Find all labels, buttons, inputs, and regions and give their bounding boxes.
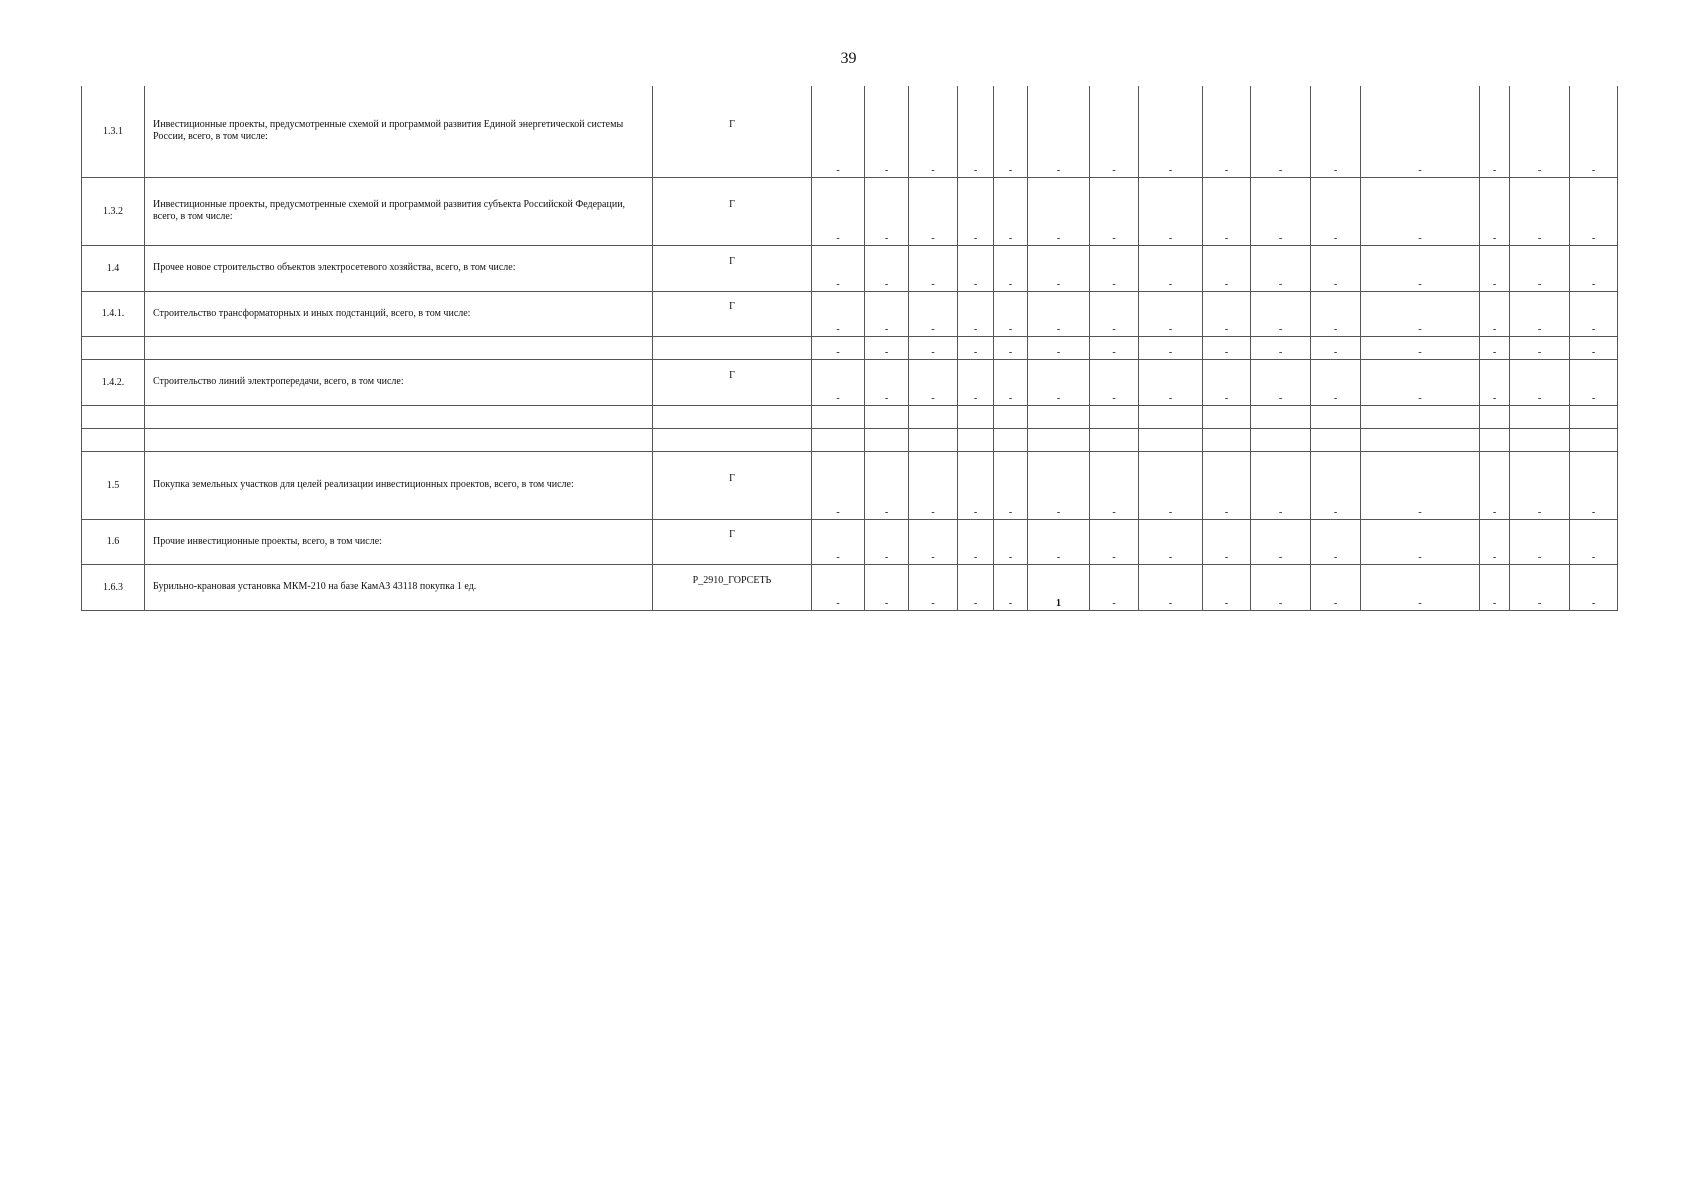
value-cell: [812, 428, 865, 451]
value-cell: -: [1311, 245, 1361, 291]
value-cell: -: [909, 564, 958, 610]
table-row: [82, 291, 1618, 336]
value-cell: -: [1480, 336, 1510, 359]
value-cell: -: [994, 291, 1028, 336]
value-cell: -: [1139, 451, 1203, 519]
value-cell: -: [1028, 177, 1090, 245]
investment-table: [81, 86, 1618, 611]
value-cell: -: [1361, 291, 1480, 336]
value-cell: -: [1251, 451, 1311, 519]
value-cell: -: [1480, 86, 1510, 177]
row-name: Строительство трансформаторных и иных подстанций, всего, в том числе:: [145, 291, 653, 336]
row-code: [653, 428, 812, 451]
row-number: 1.3.2: [82, 177, 145, 245]
value-cell: -: [1361, 564, 1480, 610]
value-cell: -: [1090, 291, 1139, 336]
value-cell: [865, 405, 909, 428]
value-cell: -: [1203, 86, 1251, 177]
value-cell: -: [909, 177, 958, 245]
value-cell: -: [1510, 451, 1570, 519]
value-cell: -: [1139, 359, 1203, 405]
value-cell: -: [1251, 177, 1311, 245]
value-cell: -: [1480, 359, 1510, 405]
row-number: [82, 405, 145, 428]
value-cell: -: [1251, 245, 1311, 291]
value-cell: -: [812, 336, 865, 359]
value-cell: -: [1570, 86, 1618, 177]
value-cell: -: [994, 519, 1028, 564]
value-cell: [1311, 405, 1361, 428]
value-cell: -: [1570, 336, 1618, 359]
value-cell: -: [812, 291, 865, 336]
table-row: [82, 451, 1618, 519]
row-name: [145, 336, 653, 359]
value-cell: [1311, 428, 1361, 451]
value-cell: [1090, 405, 1139, 428]
value-cell: -: [1139, 245, 1203, 291]
value-cell: -: [1251, 86, 1311, 177]
value-cell: -: [1510, 359, 1570, 405]
value-cell: -: [1139, 86, 1203, 177]
row-code: Г: [653, 177, 812, 245]
value-cell: -: [1311, 564, 1361, 610]
value-cell: [1361, 428, 1480, 451]
value-cell: [1028, 428, 1090, 451]
value-cell: -: [812, 245, 865, 291]
value-cell: -: [1311, 359, 1361, 405]
value-cell: -: [1251, 291, 1311, 336]
value-cell: -: [1311, 86, 1361, 177]
value-cell: -: [909, 291, 958, 336]
value-cell: -: [812, 359, 865, 405]
row-name: Бурильно-крановая установка МКМ-210 на базе КамАЗ 43118 покупка 1 ед.: [145, 564, 653, 610]
row-name: Прочее новое строительство объектов электросетевого хозяйства, всего, в том числе:: [145, 245, 653, 291]
value-cell: -: [909, 451, 958, 519]
value-cell: -: [865, 245, 909, 291]
table-row: [82, 519, 1618, 564]
row-name: [145, 428, 653, 451]
value-cell: -: [1510, 245, 1570, 291]
value-cell: -: [994, 336, 1028, 359]
row-name: Покупка земельных участков для целей реализации инвестиционных проектов, всего, в том числе:: [145, 451, 653, 519]
table-row: [82, 245, 1618, 291]
value-cell: -: [865, 291, 909, 336]
table-row: [82, 86, 1618, 177]
value-cell: -: [812, 519, 865, 564]
value-cell: -: [1251, 359, 1311, 405]
value-cell: [1480, 405, 1510, 428]
row-number: 1.6.3: [82, 564, 145, 610]
value-cell: -: [1570, 177, 1618, 245]
value-cell: -: [1311, 336, 1361, 359]
row-code: Г: [653, 86, 812, 177]
value-cell: -: [1510, 177, 1570, 245]
value-cell: -: [1510, 291, 1570, 336]
row-number: 1.4.1.: [82, 291, 145, 336]
value-cell: -: [865, 519, 909, 564]
value-cell: [909, 405, 958, 428]
row-name: Инвестиционные проекты, предусмотренные схемой и программой развития субъекта Российской Федерации, всего, в том числе:: [145, 177, 653, 245]
value-cell: -: [1510, 336, 1570, 359]
value-cell: -: [1090, 564, 1139, 610]
value-cell: -: [1139, 291, 1203, 336]
value-cell: -: [1139, 564, 1203, 610]
value-cell: [958, 428, 994, 451]
value-cell: -: [958, 564, 994, 610]
value-cell: -: [1090, 86, 1139, 177]
value-cell: -: [812, 86, 865, 177]
value-cell: -: [1570, 291, 1618, 336]
value-cell: -: [958, 451, 994, 519]
value-cell: [1510, 405, 1570, 428]
value-cell: -: [1361, 245, 1480, 291]
row-code: P_2910_ГОРСЕТЬ: [653, 564, 812, 610]
value-cell: -: [1570, 245, 1618, 291]
value-cell: [1251, 405, 1311, 428]
value-cell: -: [994, 564, 1028, 610]
table-row: [82, 428, 1618, 451]
value-cell: -: [1203, 519, 1251, 564]
value-cell: -: [1480, 291, 1510, 336]
value-cell: [909, 428, 958, 451]
value-cell: -: [1311, 177, 1361, 245]
value-cell: -: [1480, 519, 1510, 564]
value-cell: -: [1203, 336, 1251, 359]
value-cell: -: [994, 177, 1028, 245]
value-cell: -: [865, 336, 909, 359]
value-cell: [812, 405, 865, 428]
table-row: [82, 564, 1618, 610]
value-cell: -: [994, 86, 1028, 177]
row-code: [653, 405, 812, 428]
value-cell: -: [994, 359, 1028, 405]
value-cell: -: [1361, 86, 1480, 177]
value-cell: -: [1203, 564, 1251, 610]
table-row: [82, 177, 1618, 245]
value-cell: -: [1090, 451, 1139, 519]
value-cell: [1028, 405, 1090, 428]
table-row: [82, 405, 1618, 428]
value-cell: -: [1028, 451, 1090, 519]
value-cell: -: [1090, 245, 1139, 291]
value-cell: -: [1028, 519, 1090, 564]
value-cell: -: [812, 564, 865, 610]
value-cell: -: [1090, 336, 1139, 359]
value-cell: -: [1361, 336, 1480, 359]
value-cell: [994, 405, 1028, 428]
value-cell: -: [865, 177, 909, 245]
value-cell: -: [1139, 519, 1203, 564]
value-cell: -: [958, 359, 994, 405]
value-cell: -: [1570, 519, 1618, 564]
value-cell: -: [1203, 177, 1251, 245]
value-cell: -: [1480, 564, 1510, 610]
row-number: 1.4.2.: [82, 359, 145, 405]
value-cell: -: [909, 359, 958, 405]
value-cell: -: [1203, 359, 1251, 405]
value-cell: -: [909, 86, 958, 177]
row-name: Строительство линий электропередачи, всего, в том числе:: [145, 359, 653, 405]
value-cell: -: [1311, 519, 1361, 564]
value-cell: 1: [1028, 564, 1090, 610]
value-cell: -: [909, 245, 958, 291]
value-cell: -: [1570, 564, 1618, 610]
page-number: 39: [840, 50, 857, 67]
value-cell: -: [1480, 245, 1510, 291]
value-cell: -: [1139, 336, 1203, 359]
value-cell: [1251, 428, 1311, 451]
row-name: Инвестиционные проекты, предусмотренные схемой и программой развития Единой энергетической системы России, всего, в том числе:: [145, 86, 653, 177]
row-number: 1.3.1: [82, 86, 145, 177]
value-cell: -: [1480, 177, 1510, 245]
value-cell: -: [1361, 177, 1480, 245]
row-number: 1.6: [82, 519, 145, 564]
value-cell: [994, 428, 1028, 451]
row-code: [653, 336, 812, 359]
value-cell: [865, 428, 909, 451]
value-cell: -: [865, 359, 909, 405]
value-cell: -: [1311, 451, 1361, 519]
row-code: Г: [653, 359, 812, 405]
value-cell: [1090, 428, 1139, 451]
row-number: [82, 428, 145, 451]
row-code: Г: [653, 451, 812, 519]
row-code: Г: [653, 291, 812, 336]
value-cell: -: [958, 177, 994, 245]
value-cell: -: [994, 245, 1028, 291]
row-number: 1.5: [82, 451, 145, 519]
table-row: [82, 336, 1618, 359]
value-cell: -: [1203, 245, 1251, 291]
value-cell: -: [865, 451, 909, 519]
value-cell: -: [1203, 451, 1251, 519]
value-cell: -: [812, 177, 865, 245]
value-cell: -: [1510, 564, 1570, 610]
value-cell: -: [1139, 177, 1203, 245]
value-cell: -: [1570, 451, 1618, 519]
value-cell: -: [958, 245, 994, 291]
value-cell: -: [1028, 291, 1090, 336]
value-cell: -: [1028, 336, 1090, 359]
value-cell: [1570, 405, 1618, 428]
row-number: 1.4: [82, 245, 145, 291]
value-cell: -: [994, 451, 1028, 519]
value-cell: -: [1510, 86, 1570, 177]
value-cell: [958, 405, 994, 428]
value-cell: -: [1028, 86, 1090, 177]
value-cell: -: [865, 564, 909, 610]
value-cell: -: [865, 86, 909, 177]
value-cell: -: [1480, 451, 1510, 519]
row-code: Г: [653, 245, 812, 291]
value-cell: -: [1090, 519, 1139, 564]
value-cell: [1139, 405, 1203, 428]
row-name: [145, 405, 653, 428]
value-cell: [1510, 428, 1570, 451]
value-cell: -: [1251, 519, 1311, 564]
table-row: [82, 359, 1618, 405]
value-cell: -: [1361, 451, 1480, 519]
value-cell: -: [958, 519, 994, 564]
value-cell: -: [1361, 519, 1480, 564]
value-cell: -: [958, 86, 994, 177]
value-cell: -: [1090, 177, 1139, 245]
value-cell: -: [909, 519, 958, 564]
value-cell: -: [812, 451, 865, 519]
value-cell: -: [909, 336, 958, 359]
value-cell: -: [1570, 359, 1618, 405]
value-cell: [1480, 428, 1510, 451]
value-cell: -: [958, 336, 994, 359]
value-cell: -: [1028, 359, 1090, 405]
value-cell: -: [1251, 564, 1311, 610]
value-cell: -: [1028, 245, 1090, 291]
row-number: [82, 336, 145, 359]
value-cell: -: [1090, 359, 1139, 405]
row-code: Г: [653, 519, 812, 564]
value-cell: -: [1361, 359, 1480, 405]
row-name: Прочие инвестиционные проекты, всего, в том числе:: [145, 519, 653, 564]
value-cell: [1203, 428, 1251, 451]
value-cell: -: [1311, 291, 1361, 336]
value-cell: [1203, 405, 1251, 428]
value-cell: -: [1203, 291, 1251, 336]
value-cell: -: [1251, 336, 1311, 359]
value-cell: -: [958, 291, 994, 336]
value-cell: [1570, 428, 1618, 451]
value-cell: [1361, 405, 1480, 428]
value-cell: -: [1510, 519, 1570, 564]
value-cell: [1139, 428, 1203, 451]
